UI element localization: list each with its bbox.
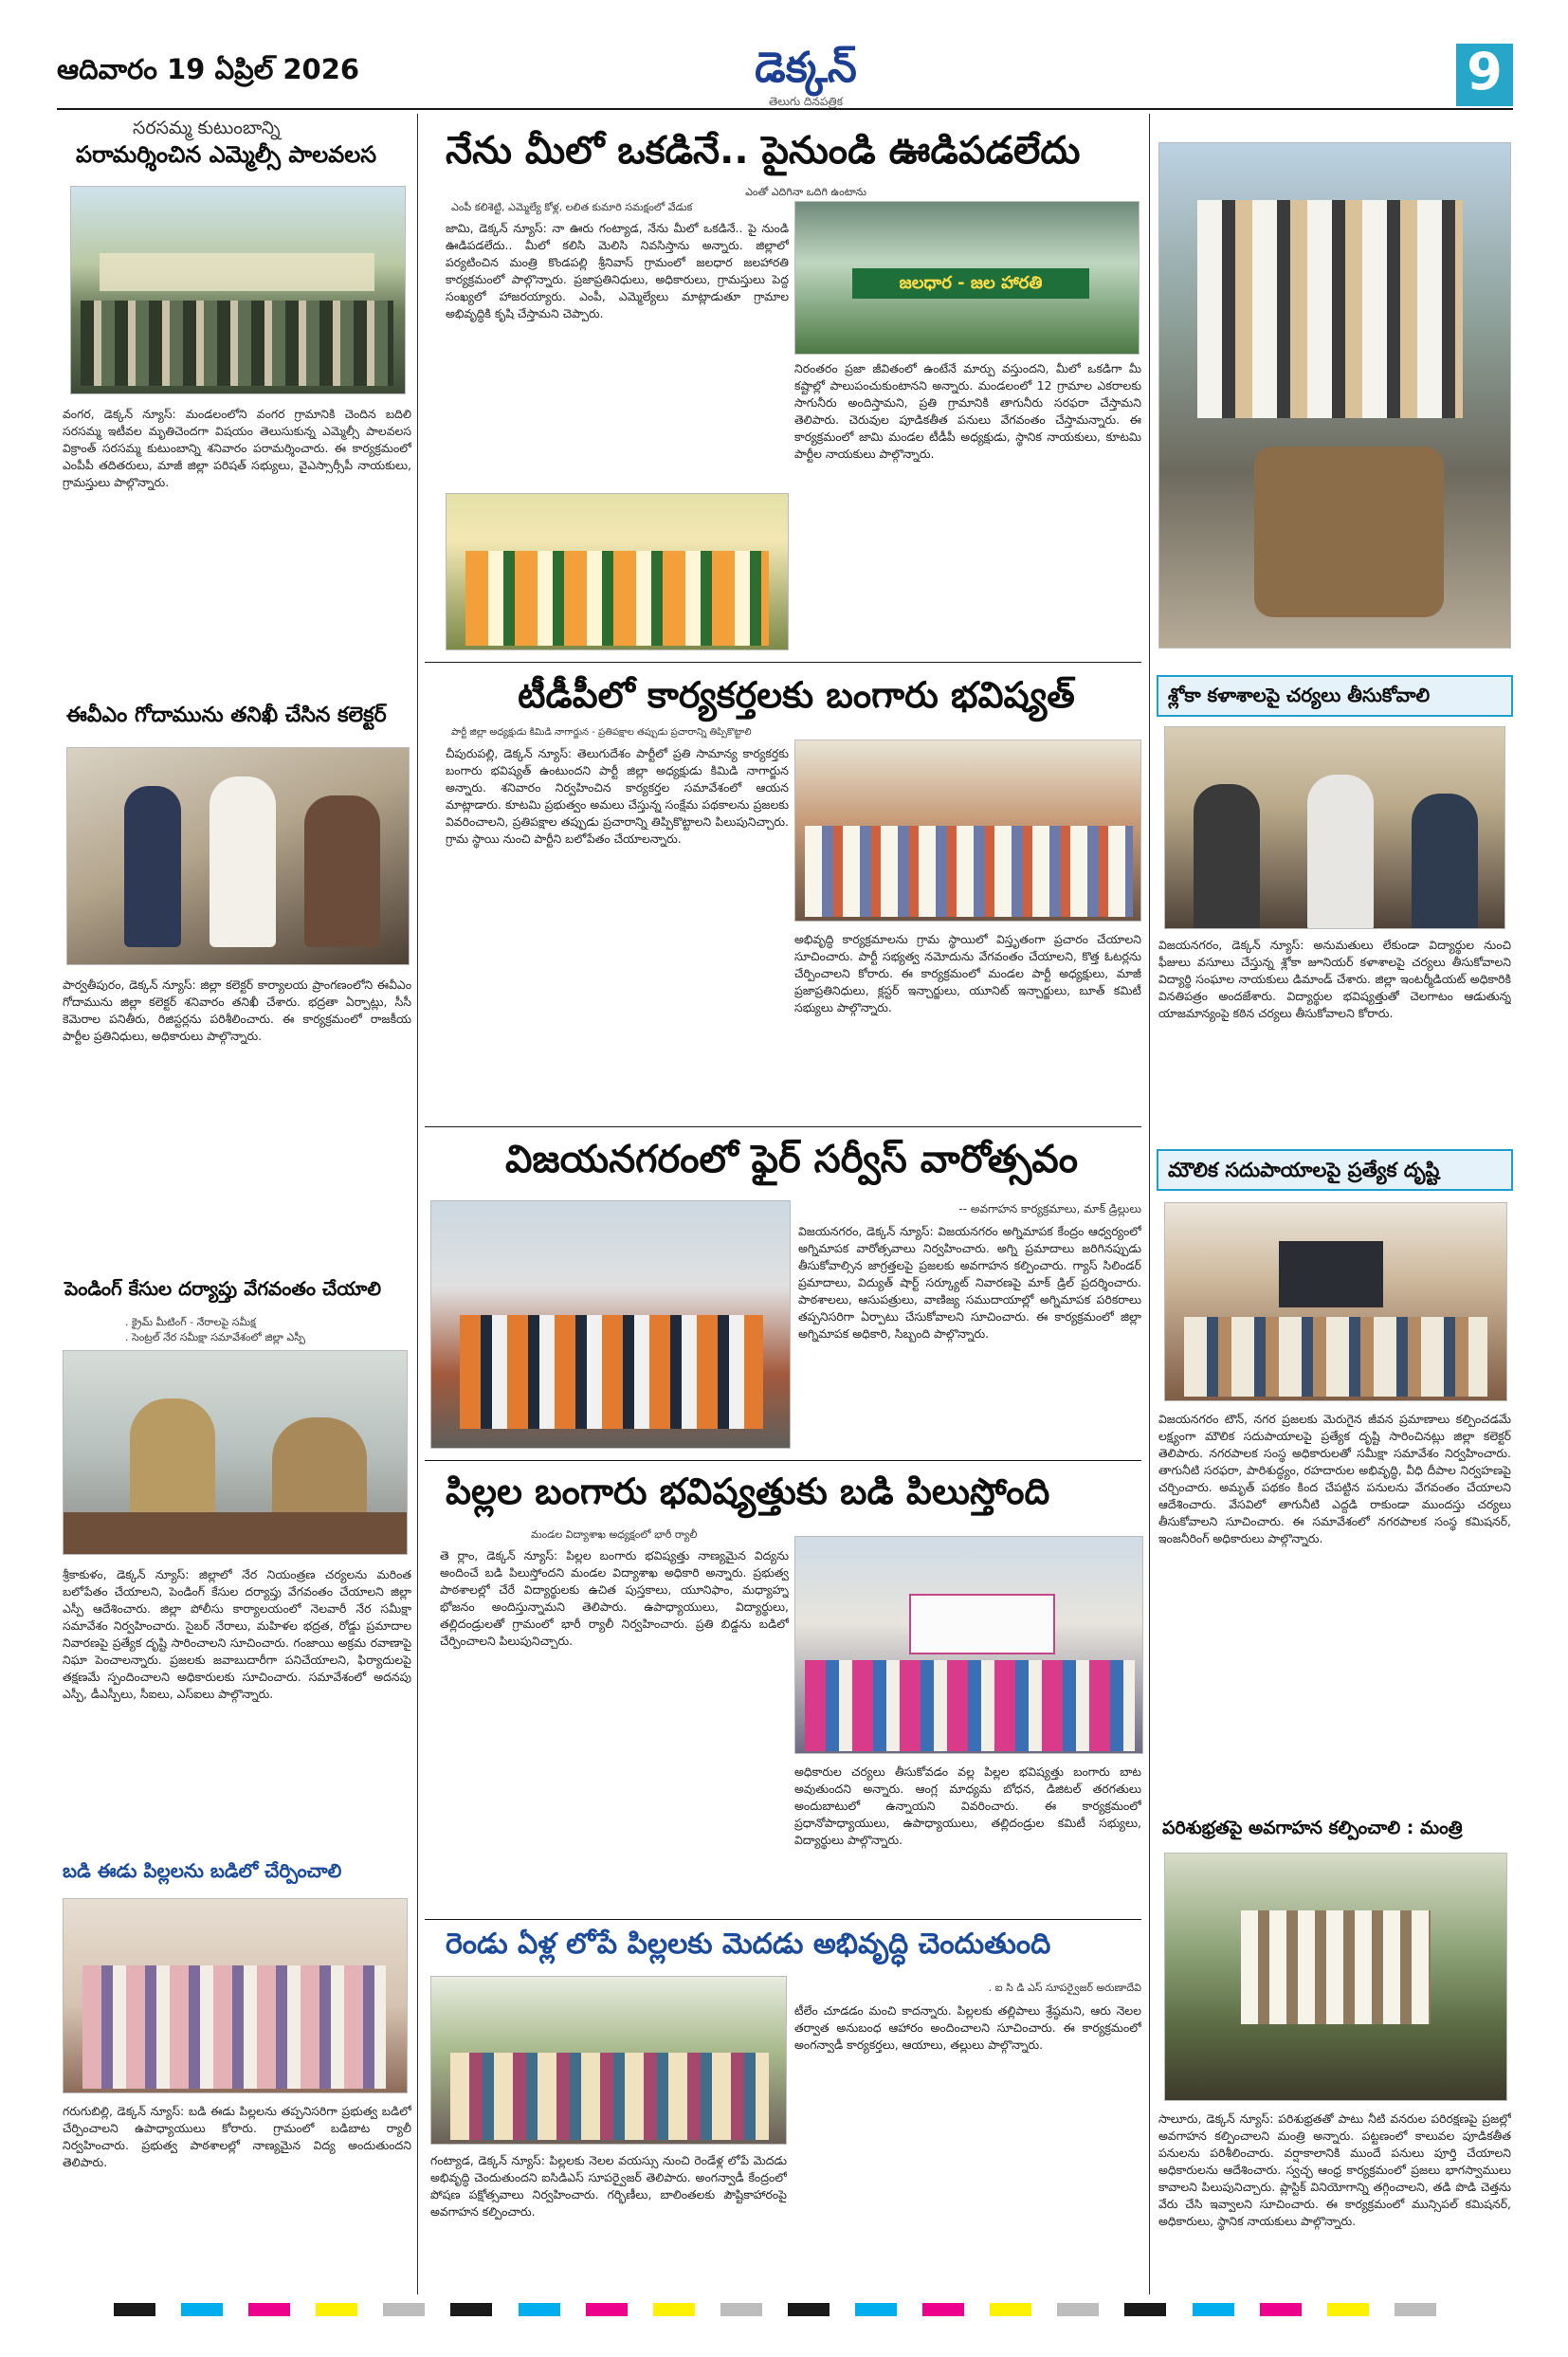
fire-headline: విజయనగరంలో ఫైర్ సర్వీస్ వారోత్సవం: [504, 1138, 1079, 1181]
tdp-headline: టీడీపీలో కార్యకర్తలకు బంగారు భవిష్యత్: [518, 674, 1075, 716]
photo-tdp-meeting: [794, 740, 1141, 922]
lead-kicker-2: ఎంపీ కలిశెట్టి, ఎమ్మెల్యే కోళ్ల, లలిత కుమారి సమక్షంలో వేడుక: [451, 201, 693, 213]
rendu-headline: రెండు ఏళ్ల లోపే పిల్లలకు మెదడు అభివృద్ధి చెందుతుంది: [446, 1928, 1051, 1961]
photo-jaladhara-banner: [794, 201, 1140, 355]
photo-drain-inspection: [1164, 1853, 1507, 2101]
photo-school-rally: [794, 1536, 1143, 1754]
rendu-kicker: . ఐ సి డి ఎస్ సూపర్వైజర్ అరుణాదేవి: [988, 1982, 1141, 1994]
photo-sp-meeting: [63, 1350, 408, 1555]
tdp-rule: [425, 1126, 1141, 1127]
pending-kicker-1: . క్రైమ్ మీటింగ్ - నేరాలపై సమీక్ష: [125, 1316, 256, 1328]
fire-kicker: -- అవగాహన కార్యక్రమాలు, మాక్ డ్రిల్లులు: [958, 1202, 1141, 1215]
pillala-body-a: తె ర్లాం, డెక్కన్ న్యూస్: పిల్లల బంగారు భవిష్యత్తు నాణ్యమైన విద్యను అందించే బడి పిలుస్తోందని మండల విద్యాశాఖ అధికారి అన్నారు. ప్రభుత్వ పాఠశాలల్లో చేరే విద్యార్థులకు ఉచిత పుస్తకాలు, యూనిఫాం, మధ్యాహ్న భోజనం అందిస్తున్నామని తెలిపారు. ఉపాధ్యాయులు, విద్యార్థులు, తల్లిదండ్రులతో గ్రామంలో భారీ ర్యాలీ నిర్వహించారు. ప్రతి బిడ్డను బడిలో చేర్పించాలని పిలుపునిచ్చారు.: [440, 1548, 789, 1648]
parisubhrata-body: సాలూరు, డెక్కన్ న్యూస్: పరిశుభ్రతతో పాటు నీటి వనరుల పరిరక్షణపై ప్రజల్లో అవగాహన కల్పించాలని మంత్రి అన్నారు. పట్టణంలో కాలువల పూడికతీత పనులను పరిశీలించారు. వర్షాకాలానికి ముందే పనులు పూర్తి చేయాలని అధికారులను ఆదేశించారు. స్వచ్ఛ ఆంధ్ర కార్యక్రమంలో ప్రజలు భాగస్వాములు కావాలని పిలుపునిచ్చారు. ప్లాస్టిక్ వినియోగాన్ని తగ్గించాలని, తడి పొడి చెత్తను వేరు చేసి ఇవ్వాలని సూచించారు. ఈ కార్యక్రమంలో మున్సిపల్ కమిషనర్, అధికారులు, స్థానిక నాయకులు పాల్గొన్నారు.: [1158, 2111, 1511, 2228]
fire-body: విజయనగరం, డెక్కన్ న్యూస్: విజయనగరం అగ్నిమాపక కేంద్రం ఆధ్వర్యంలో అగ్నిమాపక వారోత్సవాలు నిర్వహించారు. అగ్ని ప్రమాదాలు జరిగినప్పుడు తీసుకోవాల్సిన జాగ్రత్తలపై ప్రజలకు అవగాహన కల్పించారు. గ్యాస్ సిలిండర్ ప్రమాదాలు, విద్యుత్ షార్ట్ సర్క్యూట్ నివారణపై మాక్ డ్రిల్ ప్రదర్శించారు. పాఠశాలలు, ఆసుపత్రులు, వాణిజ్య సముదాయాల్లో అగ్నిమాపక పరికరాలు తప్పనిసరిగా ఏర్పాటు చేసుకోవాలని సూచించారు. ఈ కార్యక్రమంలో జిల్లా అగ్నిమాపక అధికారి, సిబ్బంది పాల్గొన్నారు.: [798, 1224, 1141, 1341]
tdp-body-b: అభివృద్ధి కార్యక్రమాలను గ్రామ స్థాయిలో విస్తృతంగా ప్రచారం చేయాలని సూచించారు. పార్టీ సభ్యత్వ నమోదును వేగవంతం చేయాలని, కొత్త ఓటర్లను చేర్పించాలని కోరారు. ఈ కార్యక్రమంలో మండల పార్టీ అధ్యక్షులు, మాజీ ప్రజాప్రతినిధులు, క్లస్టర్ ఇన్చార్జులు, యూనిట్ ఇన్చార్జులు, బూత్ కమిటీ సభ్యులు పాల్గొన్నారు.: [794, 932, 1141, 1014]
issue-date: ఆదివారం 19 ఏప్రిల్ 2026: [57, 53, 360, 85]
lead-rule: [425, 662, 1141, 663]
parisubhrata-headline: పరిశుభ్రతపై అవగాహన కల్పించాలి : మంత్రి: [1162, 1818, 1463, 1838]
rendu-body-a: గంట్యాడ, డెక్కన్ న్యూస్: పిల్లలకు నెలల వయస్సు నుంచి రెండేళ్ల లోపే మెదడు అభివృద్ధి చెందుతుందని ఐసిడిఎస్ సూపర్వైజర్ తెలిపారు. అంగన్వాడీ కేంద్రంలో పోషణ పక్షోత్సవాలు నిర్వహించారు. గర్భిణీలు, బాలింతలకు పౌష్టికాహారంపై అవగాహన కల్పించారు.: [430, 2153, 787, 2219]
pillala-kicker: మండల విద్యాశాఖ అధ్యక్షంలో భారీ ర్యాలీ: [531, 1528, 698, 1541]
sloka-body: విజయనగరం, డెక్కన్ న్యూస్: అనుమతులు లేకుండా విద్యార్థుల నుంచి ఫీజులు వసూలు చేస్తున్న శ్లోకా జూనియర్ కళాశాలపై చర్యలు తీసుకోవాలని విద్యార్థి సంఘాల నాయకులు డిమాండ్ చేశారు. జిల్లా ఇంటర్మీడియట్ అధికారికి వినతిపత్రం అందజేశారు. విద్యార్థుల భవిష్యత్తుతో చెలగాటం ఆడుతున్న యాజమాన్యంపై కఠిన చర్యలు తీసుకోవాలని కోరారు.: [1158, 938, 1511, 1020]
photo-felicitation: [446, 493, 789, 650]
column-divider-left: [417, 114, 418, 2294]
column-divider-right: [1149, 114, 1150, 2294]
moulika-headline: మౌలిక సదుపాయాలపై ప్రత్యేక దృష్టి: [1168, 1159, 1440, 1181]
badi-headline: బడి ఈడు పిల్లలను బడిలో చేర్పించాలి: [63, 1859, 342, 1882]
lead-kicker-1: ఎంతో ఎదిగినా ఒదిగి ఉంటాను: [745, 186, 866, 198]
photo-collector-review: [1164, 1202, 1507, 1401]
photo-students-protest: [1164, 726, 1505, 929]
lead-body-a: జామి, డెక్కన్ న్యూస్: నా ఊరు గంట్యాడ, నేను మీలో ఒకడినే.. పై నుండి ఊడిపడలేదు.. మీలో కలిసి మెలిసి నివసిస్తాను అన్నారు. జిల్లాలో పర్యటించిన మంత్రి కొండపల్లి శ్రీనివాస్ గ్రామంలో జలధార జలహారతి కార్యక్రమంలో పాల్గొన్నారు. ప్రజాప్రతినిధులు, అధికారులు, గ్రామస్తులు పెద్ద సంఖ్యలో హాజరయ్యారు. ఎంపీ, ఎమ్మెల్యేలు మాట్లాడుతూ గ్రామాల అభివృద్ధికి కృషి చేస్తామని చెప్పారు.: [446, 221, 789, 320]
fire-rule: [425, 1460, 1141, 1461]
photo-fire-drill: [430, 1200, 791, 1449]
palavalasa-headline: పరామర్శించిన ఎమ్మెల్సీ పాలవలస: [76, 141, 377, 168]
photo-anganwadi: [430, 1976, 787, 2145]
photo-school-children: [63, 1898, 408, 2093]
color-registration-strip: [114, 2302, 1460, 2315]
badi-body: గరుగుబిల్లి, డెక్కన్ న్యూస్: బడి ఈడు పిల్లలను తప్పనిసరిగా ప్రభుత్వ బడిలో చేర్పించాలని ఉపాధ్యాయులు కోరారు. గ్రామంలో బడిబాట ర్యాలీ నిర్వహించారు. ప్రభుత్వ పాఠశాలల్లో నాణ్యమైన విద్య అందుతుందని తెలిపారు.: [63, 2104, 411, 2169]
tdp-body-a: చీపురుపల్లి, డెక్కన్ న్యూస్: తెలుగుదేశం పార్టీలో ప్రతి సామాన్య కార్యకర్తకు బంగారు భవిష్యత్ ఉంటుందని పార్టీ జిల్లా అధ్యక్షుడు కిమిడి నాగార్జున అన్నారు. శనివారం నిర్వహించిన కార్యకర్తల సమావేశంలో ఆయన మాట్లాడారు. కూటమి ప్రభుత్వం అమలు చేస్తున్న సంక్షేమ పథకాలను ప్రజలకు వివరించాలని, ప్రతిపక్షాల తప్పుడు ప్రచారాన్ని తిప్పికొట్టాలని పిలుపునిచ్చారు. గ్రామ స్థాయి నుంచి పార్టీని బలోపేతం చేయాలన్నారు.: [446, 746, 789, 846]
pillala-headline: పిల్లల బంగారు భవిష్యత్తుకు బడి పిలుస్తోంది: [446, 1471, 1050, 1512]
rendu-body-b: టీలేం చూడడం మంచి కాదన్నారు. పిల్లలకు తల్లిపాలు శ్రేష్ఠమని, ఆరు నెలల తర్వాత అనుబంధ ఆహారం అందించాలని సూచించారు. ఈ కార్యక్రమంలో అంగన్వాడీ కార్యకర్తలు, ఆయాలు, తల్లులు పాల్గొన్నారు.: [794, 2003, 1141, 2052]
evm-headline: ఈవీఎం గోదామును తనిఖీ చేసిన కలెక్టర్: [66, 703, 387, 727]
pillala-body-b: అధికారుల చర్యలు తీసుకోవడం వల్ల పిల్లల భవిష్యత్తు బంగారు బాట అవుతుందని అన్నారు. ఆంగ్ల మాధ్యమ బోధన, డిజిటల్ తరగతులు అందుబాటులో ఉన్నాయని వివరించారు. ఈ కార్యక్రమంలో ప్రధానోపాధ్యాయులు, ఉపాధ్యాయులు, తల్లిదండ్రుల కమిటీ సభ్యులు, విద్యార్థులు పాల్గొన్నారు.: [794, 1764, 1141, 1847]
banner-text: జలధార - జల హారతి: [852, 268, 1089, 299]
masthead-rule: [57, 108, 1513, 110]
pillala-rule: [425, 1919, 1141, 1920]
newspaper-logo: డెక్కన్: [755, 44, 857, 92]
moulika-body: విజయనగరం టౌన్, నగర ప్రజలకు మెరుగైన జీవన ప్రమాణాలు కల్పించడమే లక్ష్యంగా మౌలిక సదుపాయాలపై ప్రత్యేక దృష్టి సారించినట్లు జిల్లా కలెక్టర్ తెలిపారు. నగరపాలక సంస్థ అధికారులతో సమీక్షా సమావేశం నిర్వహించారు. తాగునీటి సరఫరా, పారిశుద్ధ్యం, రహదారుల అభివృద్ధి, వీధి దీపాల నిర్వహణపై చర్చించారు. అమృత్ పథకం కింద చేపట్టిన పనులను వేగవంతం చేయాలని ఆదేశించారు. వేసవిలో తాగునీటి ఎద్దడి రాకుండా ముందస్తు చర్యలు తీసుకోవాలని సూచించారు. ఈ సమావేశంలో నగరపాలక సంస్థ కమిషనర్, ఇంజనీరింగ్ అధికారులు పాల్గొన్నారు.: [1158, 1412, 1511, 1545]
pending-kicker-2: . సెంట్రల్ నేర సమీక్షా సమావేశంలో జిల్లా ఎస్పీ: [125, 1331, 305, 1343]
photo-condolence-meeting: [70, 186, 406, 394]
sloka-headline: శ్లోకా కళాశాలపై చర్యలు తీసుకోవాలి: [1168, 684, 1431, 706]
moulika-headline-box: [1157, 1149, 1513, 1191]
tdp-kicker: పార్టీ జిల్లా అధ్యక్షుడు కిమిడి నాగార్జున - ప్రతిపక్షాల తప్పుడు ప్రచారాన్ని తిప్పికొట్టాలి: [451, 727, 752, 738]
page-number: 9: [1456, 44, 1513, 106]
evm-body: పార్వతీపురం, డెక్కన్ న్యూస్: జిల్లా కలెక్టర్ కార్యాలయ ప్రాంగణంలోని ఈవీఎం గోదామును జిల్లా కలెక్టర్ శనివారం తనిఖీ చేశారు. భద్రతా ఏర్పాట్లు, సీసీ కెమెరాల పనితీరు, రిజిస్టర్లను పరిశీలించారు. ఈ కార్యక్రమంలో రాజకీయ పార్టీల ప్రతినిధులు, అధికారులు పాల్గొన్నారు.: [63, 978, 411, 1043]
pending-headline: పెండింగ్ కేసుల దర్యాప్తు వేగవంతం చేయాలి: [64, 1277, 382, 1300]
lead-headline: నేను మీలో ఒకడినే.. పైనుండి ఊడిపడలేదు: [446, 129, 1081, 173]
palavalasa-kicker: సరసమ్మ కుటుంబాన్ని: [133, 118, 281, 138]
palavalasa-body: వంగర, డెక్కన్ న్యూస్: మండలంలోని వంగర గ్రామానికి చెందిన బదిలి సరసమ్మ ఇటీవల మృతిచెందగా విషయం తెలుసుకున్న ఎమ్మెల్సీ పాలవలస విక్రాంత్ సరసమ్మ కుటుంబాన్ని శనివారం పరామర్శించారు. ఈ కార్యక్రమంలో ఎంపీపీ తదితరులు, మాజీ జిల్లా పరిషత్ సభ్యులు, వైఎస్సార్సీపీ నాయకులు, గ్రామస్తులు పాల్గొన్నారు.: [63, 407, 411, 489]
lead-body-b: నిరంతరం ప్రజా జీవితంలో ఉంటేనే మార్పు వస్తుందని, మీలో ఒకడిగా మీ కష్టాల్లో పాలుపంచుకుంటానని అన్నారు. మండలంలో 12 గ్రామాల ఎకరాలకు సాగునీరు అందిస్తామని, ప్రతి గ్రామానికి తాగునీరు సరఫరా చేస్తామని తెలిపారు. చెరువుల పూడికతీత పనులు వేగవంతం చేస్తామన్నారు. ఈ కార్యక్రమంలో జామి మండల టీడీపీ అధ్యక్షుడు, స్థానిక నాయకులు, కూటమి పార్టీల నాయకులు పాల్గొన్నారు.: [794, 361, 1141, 461]
pending-body: శ్రీకాకుళం, డెక్కన్ న్యూస్: జిల్లాలో నేర నియంత్రణ చర్యలను మరింత బలోపేతం చేయాలని, పెండింగ్ కేసుల దర్యాప్తు వేగవంతం చేయాలని జిల్లా ఎస్పీ ఆదేశించారు. జిల్లా పోలీసు కార్యాలయంలో నెలవారీ నేర సమీక్షా సమావేశం నిర్వహించారు. సైబర్ నేరాలు, మహిళల భద్రత, రోడ్డు ప్రమాదాల నివారణపై ప్రత్యేక దృష్టి సారించాలని సూచించారు. గంజాయి అక్రమ రవాణాపై నిఘా పెంచాలన్నారు. ప్రజలకు జవాబుదారీగా పనిచేయాలని, ఫిర్యాదులపై తక్షణమే స్పందించాలని అధికారులకు సూచించారు. సమావేశంలో అదనపు ఎస్పీ, డీఎస్పీలు, సీఐలు, ఎస్ఐలు పాల్గొన్నారు.: [63, 1567, 411, 1701]
sloka-headline-box: [1157, 675, 1513, 717]
photo-evm-inspection: [66, 747, 410, 965]
photo-minister-rally: [1158, 142, 1511, 649]
logo-tagline: తెలుగు దినపత్రిక: [768, 95, 844, 108]
